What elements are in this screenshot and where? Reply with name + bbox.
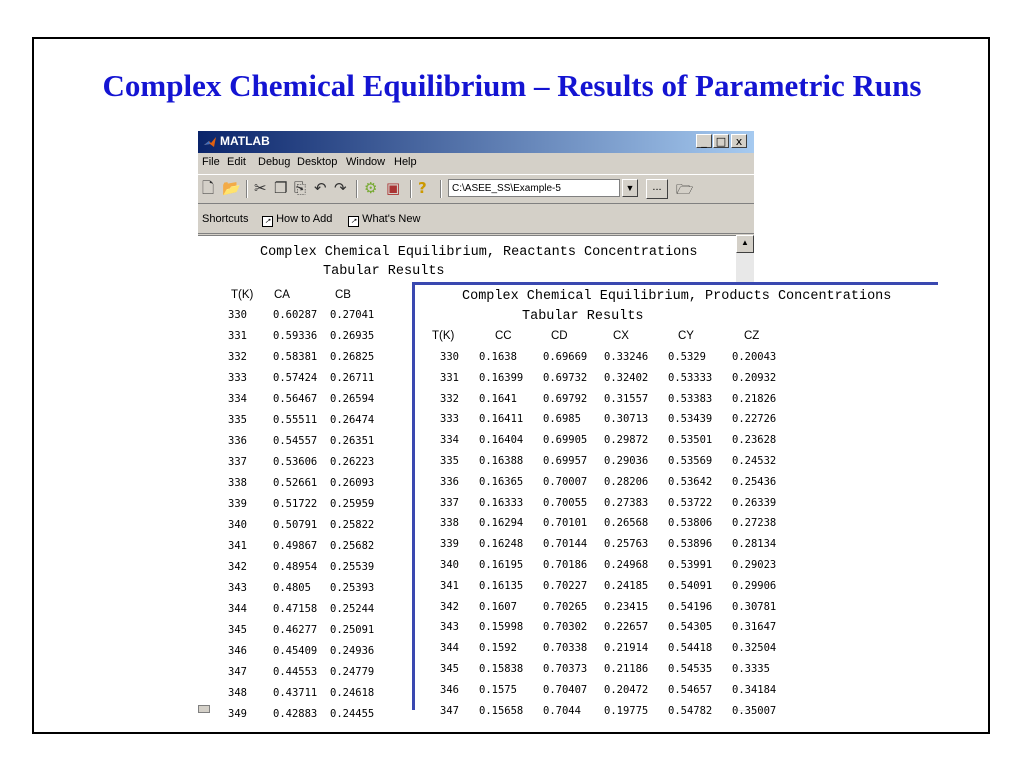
- shortcuts-toolbar: [198, 205, 754, 234]
- table-row: [415, 497, 935, 518]
- table-cell: 340: [228, 519, 247, 531]
- slide-title: Complex Chemical Equilibrium – Results of Parametric Runs: [102, 68, 922, 103]
- table-cell: 0.23415: [604, 600, 649, 613]
- shortcut-icon: ↗: [262, 216, 273, 227]
- table-cell: 0.59336: [273, 330, 318, 342]
- table-cell: 0.70055: [543, 496, 588, 509]
- table-cell: 0.70265: [543, 600, 588, 613]
- table-cell: 0.24185: [604, 579, 649, 592]
- table-cell: 0.25393: [330, 582, 375, 594]
- table-cell: 0.3335: [732, 663, 770, 675]
- table-cell: 0.25959: [330, 498, 375, 510]
- table-cell: 0.16195: [479, 559, 524, 571]
- table-cell: 331: [440, 371, 459, 384]
- table-cell: 0.58381: [273, 351, 318, 363]
- table-row: [415, 393, 935, 414]
- table-cell: 0.1575: [479, 683, 517, 696]
- table-row: [198, 666, 418, 687]
- menu-file[interactable]: File: [202, 156, 220, 168]
- cut-icon[interactable]: ✂: [254, 179, 267, 197]
- table-row: [415, 621, 935, 642]
- table-cell: 0.46277: [273, 624, 318, 636]
- table-cell: 0.21186: [604, 663, 649, 675]
- redo-icon[interactable]: ↷: [334, 179, 347, 197]
- table-cell: 332: [228, 351, 247, 363]
- table-cell: 0.26711: [330, 372, 375, 384]
- table-cell: 0.6985: [543, 413, 581, 426]
- table-cell: 343: [440, 621, 459, 634]
- table-row: [415, 476, 935, 497]
- table-cell: 348: [228, 687, 247, 699]
- reactants-title: Complex Chemical Equilibrium, Reactants Concentrations: [260, 245, 698, 260]
- table-cell: 0.5329: [668, 351, 706, 363]
- table-cell: 0.15838: [479, 663, 524, 675]
- table-row: [415, 663, 935, 684]
- table-cell: 0.53896: [668, 538, 713, 551]
- table-row: [198, 414, 418, 435]
- table-row: [415, 372, 935, 393]
- menu-desktop[interactable]: Desktop: [297, 156, 338, 168]
- new-file-icon[interactable]: 🗋: [202, 179, 215, 197]
- table-cell: 330: [228, 309, 247, 321]
- table-cell: 0.16135: [479, 579, 524, 592]
- table-cell: 0.21826: [732, 392, 777, 405]
- table-cell: 0.53439: [668, 413, 713, 426]
- maximize-button[interactable]: □: [713, 134, 729, 148]
- col-header-T: T(K): [432, 330, 455, 342]
- menu-bar: [198, 153, 754, 173]
- table-cell: 330: [440, 351, 459, 363]
- table-cell: 0.54782: [668, 704, 713, 717]
- table-row: [198, 477, 418, 498]
- table-cell: 0.29036: [604, 455, 649, 467]
- table-cell: 0.32504: [732, 642, 777, 655]
- table-row: [198, 561, 418, 582]
- table-cell: 333: [228, 372, 247, 384]
- table-cell: 334: [440, 434, 459, 447]
- open-folder-icon[interactable]: 📂: [222, 179, 241, 197]
- table-cell: 0.54305: [668, 621, 713, 634]
- table-cell: 342: [440, 600, 459, 613]
- table-cell: 345: [228, 624, 247, 636]
- table-cell: 0.29872: [604, 434, 649, 447]
- guide-icon[interactable]: ▣: [386, 179, 401, 197]
- table-cell: 0.25091: [330, 624, 375, 636]
- table-cell: 0.7044: [543, 704, 581, 717]
- table-cell: 334: [228, 393, 247, 405]
- table-cell: 0.19775: [604, 704, 649, 717]
- table-cell: 0.15998: [479, 621, 524, 634]
- table-cell: 0.30713: [604, 413, 649, 426]
- table-cell: 0.26339: [732, 496, 777, 509]
- table-row: [198, 519, 418, 540]
- help-icon[interactable]: ?: [418, 179, 427, 197]
- col-header-CX: CX: [613, 330, 629, 342]
- title-bar[interactable]: [198, 131, 754, 153]
- table-cell: 0.70373: [543, 663, 588, 675]
- table-cell: 0.26474: [330, 414, 375, 426]
- table-cell: 0.16294: [479, 517, 524, 530]
- col-header-CY: CY: [678, 330, 694, 342]
- table-cell: 0.31557: [604, 392, 649, 405]
- table-row: [198, 393, 418, 414]
- copy-icon[interactable]: ❐: [274, 179, 288, 197]
- table-cell: 0.33246: [604, 351, 649, 363]
- table-cell: 0.16411: [479, 413, 524, 426]
- table-row: [415, 538, 935, 559]
- table-cell: 0.32402: [604, 371, 649, 384]
- table-cell: 0.52661: [273, 477, 318, 489]
- table-cell: 0.69669: [543, 351, 588, 363]
- table-cell: 342: [228, 561, 247, 573]
- col-header-CB: CB: [335, 289, 351, 301]
- col-header-T: T(K): [231, 289, 254, 301]
- shortcut-whats-new[interactable]: ↗ What's New: [348, 213, 420, 227]
- table-row: [198, 708, 418, 729]
- table-cell: 0.16333: [479, 496, 524, 509]
- menu-edit[interactable]: Edit: [227, 156, 246, 168]
- table-cell: 0.16365: [479, 475, 524, 488]
- table-cell: 0.50791: [273, 519, 318, 531]
- table-cell: 0.24455: [330, 708, 375, 720]
- table-cell: 0.44553: [273, 666, 318, 678]
- table-row: [198, 624, 418, 645]
- table-cell: 335: [440, 455, 459, 467]
- shortcut-icon: ↗: [348, 216, 359, 227]
- table-cell: 0.28206: [604, 475, 649, 488]
- scroll-left-icon[interactable]: [198, 705, 210, 713]
- table-cell: 333: [440, 413, 459, 426]
- toolbar: [198, 174, 754, 204]
- table-cell: 0.27383: [604, 496, 649, 509]
- table-cell: 0.24532: [732, 455, 777, 467]
- table-cell: 0.15658: [479, 704, 524, 717]
- table-cell: 343: [228, 582, 247, 594]
- table-cell: 0.22726: [732, 413, 777, 426]
- table-cell: 331: [228, 330, 247, 342]
- table-cell: 0.30781: [732, 600, 777, 613]
- table-cell: 341: [440, 579, 459, 592]
- table-row: [198, 456, 418, 477]
- table-cell: 0.29023: [732, 559, 777, 571]
- table-cell: 0.54091: [668, 579, 713, 592]
- undo-icon[interactable]: ↶: [314, 179, 327, 197]
- table-row: [415, 517, 935, 538]
- table-cell: 0.27041: [330, 309, 375, 321]
- table-cell: 0.47158: [273, 603, 318, 615]
- table-cell: 0.53333: [668, 371, 713, 384]
- menu-debug[interactable]: Debug: [258, 156, 291, 168]
- table-cell: 340: [440, 559, 459, 571]
- table-cell: 332: [440, 392, 459, 405]
- table-cell: 0.26351: [330, 435, 375, 447]
- table-cell: 0.70338: [543, 642, 588, 655]
- table-cell: 0.42883: [273, 708, 318, 720]
- table-cell: 339: [440, 538, 459, 551]
- table-row: [198, 687, 418, 708]
- table-cell: 0.53569: [668, 455, 713, 467]
- table-cell: 0.49867: [273, 540, 318, 552]
- table-cell: 0.53722: [668, 496, 713, 509]
- table-cell: 0.54196: [668, 600, 713, 613]
- table-cell: 0.24618: [330, 687, 375, 699]
- table-cell: 347: [440, 704, 459, 717]
- matlab-logo-icon: [203, 135, 217, 149]
- table-cell: 0.25822: [330, 519, 375, 531]
- table-cell: 0.57424: [273, 372, 318, 384]
- col-header-CA: CA: [274, 289, 290, 301]
- table-cell: 0.53606: [273, 456, 318, 468]
- table-cell: 335: [228, 414, 247, 426]
- table-cell: 0.53806: [668, 517, 713, 530]
- table-cell: 0.70007: [543, 475, 588, 488]
- table-cell: 0.25763: [604, 538, 649, 551]
- table-cell: 0.29906: [732, 579, 777, 592]
- table-cell: 0.70407: [543, 683, 588, 696]
- table-cell: 0.26935: [330, 330, 375, 342]
- reactants-subtitle: Tabular Results: [323, 264, 445, 279]
- table-row: [198, 330, 418, 351]
- table-cell: 0.51722: [273, 498, 318, 510]
- table-cell: 0.26223: [330, 456, 375, 468]
- table-cell: 0.28134: [732, 538, 777, 551]
- products-title: Complex Chemical Equilibrium, Products Concentrations: [462, 289, 892, 304]
- table-row: [415, 559, 935, 580]
- table-row: [415, 434, 935, 455]
- table-cell: 0.48954: [273, 561, 318, 573]
- table-row: [415, 684, 935, 705]
- toolbar-separator: [356, 180, 358, 198]
- table-cell: 0.26093: [330, 477, 375, 489]
- minimize-button[interactable]: _: [696, 134, 712, 148]
- table-cell: 0.20472: [604, 683, 649, 696]
- table-row: [198, 540, 418, 561]
- col-header-CC: CC: [495, 330, 512, 342]
- table-cell: 0.27238: [732, 517, 777, 530]
- table-cell: 0.1641: [479, 392, 517, 405]
- table-cell: 341: [228, 540, 247, 552]
- table-cell: 0.4805: [273, 582, 311, 594]
- col-header-CZ: CZ: [744, 330, 760, 342]
- table-row: [198, 435, 418, 456]
- table-cell: 336: [440, 475, 459, 488]
- table-cell: 0.53991: [668, 559, 713, 571]
- menu-help[interactable]: Help: [394, 156, 417, 168]
- table-row: [415, 705, 935, 726]
- table-cell: 347: [228, 666, 247, 678]
- table-cell: 0.70101: [543, 517, 588, 530]
- table-cell: 0.53501: [668, 434, 713, 447]
- table-cell: 344: [228, 603, 247, 615]
- table-cell: 0.53383: [668, 392, 713, 405]
- table-cell: 0.24968: [604, 559, 649, 571]
- table-row: [415, 413, 935, 434]
- table-cell: 345: [440, 663, 459, 675]
- table-cell: 0.1607: [479, 600, 517, 613]
- table-row: [415, 351, 935, 372]
- table-cell: 337: [440, 496, 459, 509]
- table-cell: 0.69905: [543, 434, 588, 447]
- table-cell: 0.16399: [479, 371, 524, 384]
- table-cell: 0.70186: [543, 559, 588, 571]
- paste-icon[interactable]: ⎘: [294, 179, 307, 197]
- menu-window[interactable]: Window: [346, 156, 386, 168]
- table-cell: 0.20043: [732, 351, 777, 363]
- table-row: [415, 642, 935, 663]
- table-row: [198, 645, 418, 666]
- table-cell: 0.24779: [330, 666, 375, 678]
- table-cell: 0.70144: [543, 538, 588, 551]
- table-cell: 338: [440, 517, 459, 530]
- table-cell: 0.26825: [330, 351, 375, 363]
- table-cell: 0.1592: [479, 642, 517, 655]
- table-cell: 0.53642: [668, 475, 713, 488]
- shortcut-how-to-add[interactable]: ↗ How to Add: [262, 213, 332, 227]
- table-cell: 0.24936: [330, 645, 375, 657]
- table-cell: 0.26568: [604, 517, 649, 530]
- table-cell: 0.16404: [479, 434, 524, 447]
- table-cell: 0.26594: [330, 393, 375, 405]
- table-row: [198, 351, 418, 372]
- table-cell: 338: [228, 477, 247, 489]
- table-cell: 0.54535: [668, 663, 713, 675]
- scroll-up-icon[interactable]: ▲: [736, 235, 754, 253]
- table-cell: 0.54657: [668, 683, 713, 696]
- chevron-down-icon[interactable]: ▼: [622, 179, 638, 197]
- table-cell: 0.55511: [273, 414, 318, 426]
- products-subtitle: Tabular Results: [522, 309, 644, 324]
- table-cell: 0.22657: [604, 621, 649, 634]
- table-cell: 0.25436: [732, 475, 777, 488]
- simulink-icon[interactable]: ⚙: [364, 179, 378, 197]
- toolbar-separator: [440, 180, 442, 198]
- up-directory-icon[interactable]: 🗁: [676, 181, 694, 197]
- table-cell: 349: [228, 708, 247, 720]
- table-row: [415, 580, 935, 601]
- toolbar-separator: [410, 180, 412, 198]
- table-cell: 0.69792: [543, 392, 588, 405]
- table-cell: 0.70302: [543, 621, 588, 634]
- table-row: [198, 603, 418, 624]
- table-row: [198, 498, 418, 519]
- table-cell: 0.69957: [543, 455, 588, 467]
- table-cell: 0.54557: [273, 435, 318, 447]
- table-cell: 0.69732: [543, 371, 588, 384]
- table-cell: 0.45409: [273, 645, 318, 657]
- table-cell: 337: [228, 456, 247, 468]
- shortcuts-label: Shortcuts: [202, 213, 249, 225]
- table-cell: 0.21914: [604, 642, 649, 655]
- table-row: [198, 372, 418, 393]
- table-row: [415, 601, 935, 622]
- table-cell: 0.70227: [543, 579, 588, 592]
- table-cell: 344: [440, 642, 459, 655]
- table-cell: 0.54418: [668, 642, 713, 655]
- table-row: [198, 582, 418, 603]
- table-row: [198, 309, 418, 330]
- table-cell: 0.31647: [732, 621, 777, 634]
- close-button[interactable]: x: [731, 134, 747, 148]
- table-cell: 0.1638: [479, 351, 517, 363]
- table-cell: 0.35007: [732, 704, 777, 717]
- table-row: [415, 455, 935, 476]
- col-header-CD: CD: [551, 330, 568, 342]
- table-cell: 0.25244: [330, 603, 375, 615]
- table-cell: 0.23628: [732, 434, 777, 447]
- table-cell: 0.25682: [330, 540, 375, 552]
- table-cell: 0.43711: [273, 687, 318, 699]
- table-cell: 0.16388: [479, 455, 524, 467]
- table-cell: 339: [228, 498, 247, 510]
- table-cell: 0.34184: [732, 683, 777, 696]
- table-cell: 0.20932: [732, 371, 777, 384]
- app-title: MATLAB: [220, 134, 270, 148]
- browse-button[interactable]: ...: [646, 179, 668, 199]
- table-cell: 0.56467: [273, 393, 318, 405]
- table-cell: 346: [440, 683, 459, 696]
- table-cell: 0.60287: [273, 309, 318, 321]
- table-cell: 0.16248: [479, 538, 524, 551]
- table-cell: 0.25539: [330, 561, 375, 573]
- table-cell: 346: [228, 645, 247, 657]
- products-window: [412, 282, 938, 717]
- current-directory-field[interactable]: C:\ASEE_SS\Example-5: [448, 179, 620, 197]
- toolbar-separator: [246, 180, 248, 198]
- table-cell: 336: [228, 435, 247, 447]
